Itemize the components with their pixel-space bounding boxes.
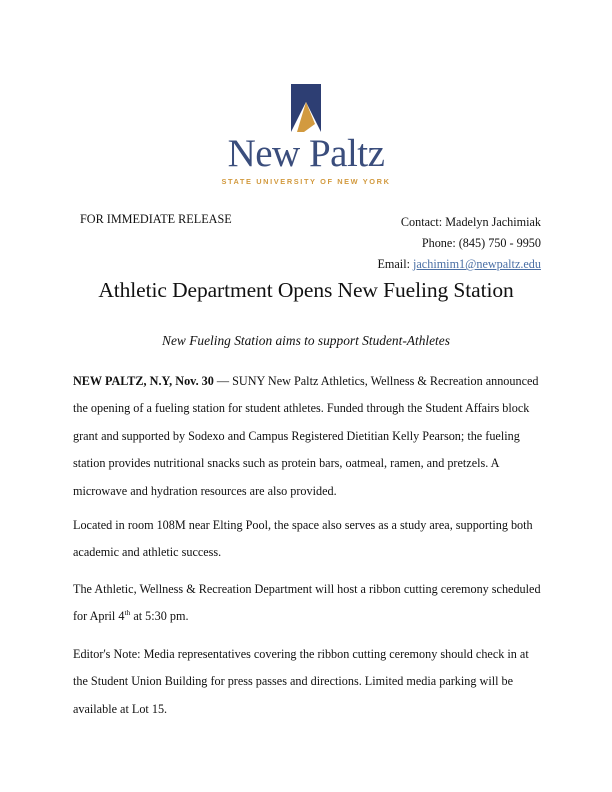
- new-paltz-emblem-icon: [291, 84, 321, 132]
- headline: Athletic Department Opens New Fueling Station: [98, 278, 514, 302]
- logo-wordmark: New Paltz: [227, 132, 385, 175]
- paragraph-4: [73, 641, 543, 723]
- paragraph-4-text: Editor's Note: Media representatives covering the ribbon cutting ceremony should check in at the Student Union Building for press passes and directions. Limited media parking will be available at Lot 15.: [73, 647, 529, 716]
- subheadline: New Fueling Station aims to support Student-Athletes: [162, 333, 450, 348]
- dateline: NEW PALTZ, N.Y, Nov. 30: [73, 374, 214, 388]
- email-label: Email:: [377, 257, 414, 271]
- contact-block: [377, 212, 541, 275]
- paragraph-2-text: Located in room 108M near Elting Pool, the space also serves as a study area, supporting both academic and athletic success.: [73, 518, 533, 560]
- contact-phone: Phone: (845) 750 - 9950: [421, 236, 541, 250]
- ordinal-suffix: th: [124, 608, 131, 618]
- contact-email-line: [377, 254, 541, 275]
- paragraph-2: [73, 512, 543, 567]
- new-paltz-logo: [0, 84, 612, 186]
- paragraph-3: [73, 576, 543, 631]
- paragraph-1: [73, 368, 543, 505]
- paragraph-1-text: — SUNY New Paltz Athletics, Wellness & Recreation announced the opening of a fueling station for student athletes. Funded through the Student Affairs block grant and supported by Sodexo and Campus Registered Dietitian Kelly Pearson; the fueling station provides nutritional snacks such as protein bars, oatmeal, ramen, and pretzels. A microwave and hydration resources are also provided.: [73, 374, 539, 498]
- paragraph-3-text-a: The Athletic, Wellness & Recreation Department will host a ribbon cutting ceremony scheduled for April 4: [73, 582, 541, 624]
- paragraph-3-text-b: at 5:30 pm.: [130, 609, 189, 624]
- email-link[interactable]: jachimim1@newpaltz.edu: [413, 257, 541, 271]
- release-label: FOR IMMEDIATE RELEASE: [80, 212, 232, 226]
- contact-name: Contact: Madelyn Jachimiak: [400, 215, 541, 229]
- logo-subtitle: STATE UNIVERSITY OF NEW YORK: [221, 177, 391, 186]
